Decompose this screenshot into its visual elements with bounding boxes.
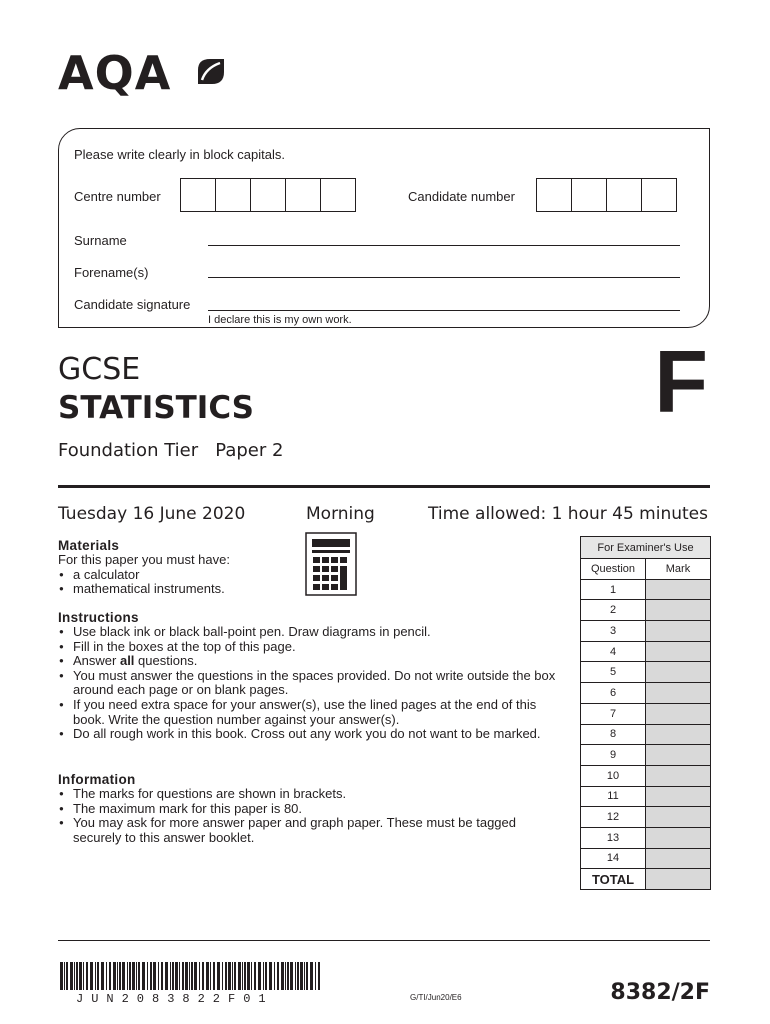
information-title: Information — [58, 772, 136, 787]
question-number: 4 — [581, 641, 646, 662]
barcode-icon — [60, 962, 322, 990]
signature-line[interactable] — [208, 309, 680, 311]
mark-cell[interactable] — [646, 641, 711, 662]
examiner-rows — [581, 579, 711, 869]
time-allowed: Time allowed: 1 hour 45 minutes — [428, 504, 708, 524]
examiner-row — [581, 807, 711, 828]
examiner-row — [581, 724, 711, 745]
examiner-row — [581, 683, 711, 704]
instructions-item: ● If you need extra space for your answer(s), use the lined pages at the end of this book. Write the question number against your answer(s). — [58, 698, 558, 727]
paper-label: Paper 2 — [215, 440, 284, 461]
examiner-row — [581, 827, 711, 848]
mark-column-header: Mark — [646, 559, 711, 580]
materials-title: Materials — [58, 538, 120, 553]
examiner-row — [581, 786, 711, 807]
instructions-list — [58, 625, 558, 742]
aqa-leaf-icon — [196, 56, 226, 86]
information-list — [58, 787, 538, 845]
examiner-row — [581, 765, 711, 786]
question-number: 1 — [581, 579, 646, 600]
question-column-header: Question — [581, 559, 646, 580]
examiner-row — [581, 662, 711, 683]
instructions-title: Instructions — [58, 610, 139, 625]
declaration-text: I declare this is my own work. — [208, 314, 352, 326]
materials-item: ● mathematical instruments. — [58, 582, 318, 597]
candidate-digit-box[interactable] — [606, 178, 642, 212]
question-number: 14 — [581, 848, 646, 869]
instructions-item: ● Fill in the boxes at the top of this page. — [58, 640, 558, 655]
total-mark-cell[interactable] — [646, 869, 711, 890]
mark-cell[interactable] — [646, 662, 711, 683]
tier-letter: F — [654, 332, 708, 431]
candidate-digit-box[interactable] — [571, 178, 607, 212]
question-number: 8 — [581, 724, 646, 745]
centre-number-boxes[interactable] — [181, 178, 356, 212]
instructions-item: ● Do all rough work in this book. Cross out any work you do not want to be marked. — [58, 727, 558, 742]
examiner-use-table — [580, 536, 711, 890]
mark-cell[interactable] — [646, 724, 711, 745]
barcode-text: JUN2083822F01 — [76, 992, 274, 1006]
total-label: TOTAL — [581, 869, 646, 890]
question-number: 10 — [581, 765, 646, 786]
examiner-table-title: For Examiner's Use — [581, 537, 711, 559]
calculator-icon — [305, 532, 357, 596]
centre-digit-box[interactable] — [215, 178, 251, 212]
instructions-item: ● Use black ink or black ball-point pen. Draw diagrams in pencil. — [58, 625, 558, 640]
mark-cell[interactable] — [646, 807, 711, 828]
aqa-logo: AQA — [58, 46, 172, 100]
surname-label: Surname — [74, 233, 127, 248]
examiner-row — [581, 579, 711, 600]
information-item: ● The marks for questions are shown in brackets. — [58, 787, 538, 802]
centre-digit-box[interactable] — [320, 178, 356, 212]
materials-intro: For this paper you must have: — [58, 552, 230, 567]
footer-divider — [58, 940, 710, 941]
question-number: 13 — [581, 827, 646, 848]
centre-digit-box[interactable] — [250, 178, 286, 212]
information-item: ● The maximum mark for this paper is 80. — [58, 802, 538, 817]
mark-cell[interactable] — [646, 621, 711, 642]
mark-cell[interactable] — [646, 786, 711, 807]
question-number: 6 — [581, 683, 646, 704]
question-number: 7 — [581, 703, 646, 724]
candidate-digit-box[interactable] — [536, 178, 572, 212]
question-number: 9 — [581, 745, 646, 766]
block-capitals-instruction: Please write clearly in block capitals. — [74, 147, 285, 162]
examiner-row — [581, 848, 711, 869]
centre-digit-box[interactable] — [285, 178, 321, 212]
instructions-item: ● You must answer the questions in the spaces provided. Do not write outside the box around each page or on blank pages. — [58, 669, 558, 698]
forename-label: Forename(s) — [74, 265, 149, 280]
tier-paper — [58, 440, 283, 461]
materials-list — [58, 568, 318, 597]
examiner-row — [581, 641, 711, 662]
instructions-section — [58, 610, 558, 742]
information-section — [58, 772, 538, 845]
exam-session: Morning — [306, 504, 375, 524]
divider-thick — [58, 485, 710, 488]
exam-date: Tuesday 16 June 2020 — [58, 504, 246, 524]
examiner-row — [581, 745, 711, 766]
mark-cell[interactable] — [646, 600, 711, 621]
mark-cell[interactable] — [646, 683, 711, 704]
mark-cell[interactable] — [646, 745, 711, 766]
qualification-title: GCSE — [58, 352, 141, 387]
materials-section — [58, 538, 318, 597]
paper-reference: G/TI/Jun20/E6 — [410, 993, 462, 1002]
examiner-row — [581, 600, 711, 621]
tier-label: Foundation Tier — [58, 440, 199, 461]
mark-cell[interactable] — [646, 848, 711, 869]
question-number: 11 — [581, 786, 646, 807]
examiner-row — [581, 703, 711, 724]
candidate-number-boxes[interactable] — [537, 178, 677, 212]
candidate-digit-box[interactable] — [641, 178, 677, 212]
subject-title: STATISTICS — [58, 390, 254, 426]
forename-line[interactable] — [208, 276, 680, 278]
centre-digit-box[interactable] — [180, 178, 216, 212]
paper-code: 8382/2F — [610, 980, 710, 1005]
mark-cell[interactable] — [646, 579, 711, 600]
question-number: 12 — [581, 807, 646, 828]
surname-line[interactable] — [208, 244, 680, 246]
instructions-item: ● Answer all questions. — [58, 654, 558, 669]
examiner-row — [581, 621, 711, 642]
mark-cell[interactable] — [646, 765, 711, 786]
mark-cell[interactable] — [646, 827, 711, 848]
centre-number-label: Centre number — [74, 189, 161, 204]
question-number: 2 — [581, 600, 646, 621]
signature-label: Candidate signature — [74, 297, 191, 312]
question-number: 3 — [581, 621, 646, 642]
information-item: ● You may ask for more answer paper and graph paper. These must be tagged securely to this answer booklet. — [58, 816, 538, 845]
question-number: 5 — [581, 662, 646, 683]
candidate-number-label: Candidate number — [408, 189, 515, 204]
materials-item: ● a calculator — [58, 568, 318, 583]
mark-cell[interactable] — [646, 703, 711, 724]
